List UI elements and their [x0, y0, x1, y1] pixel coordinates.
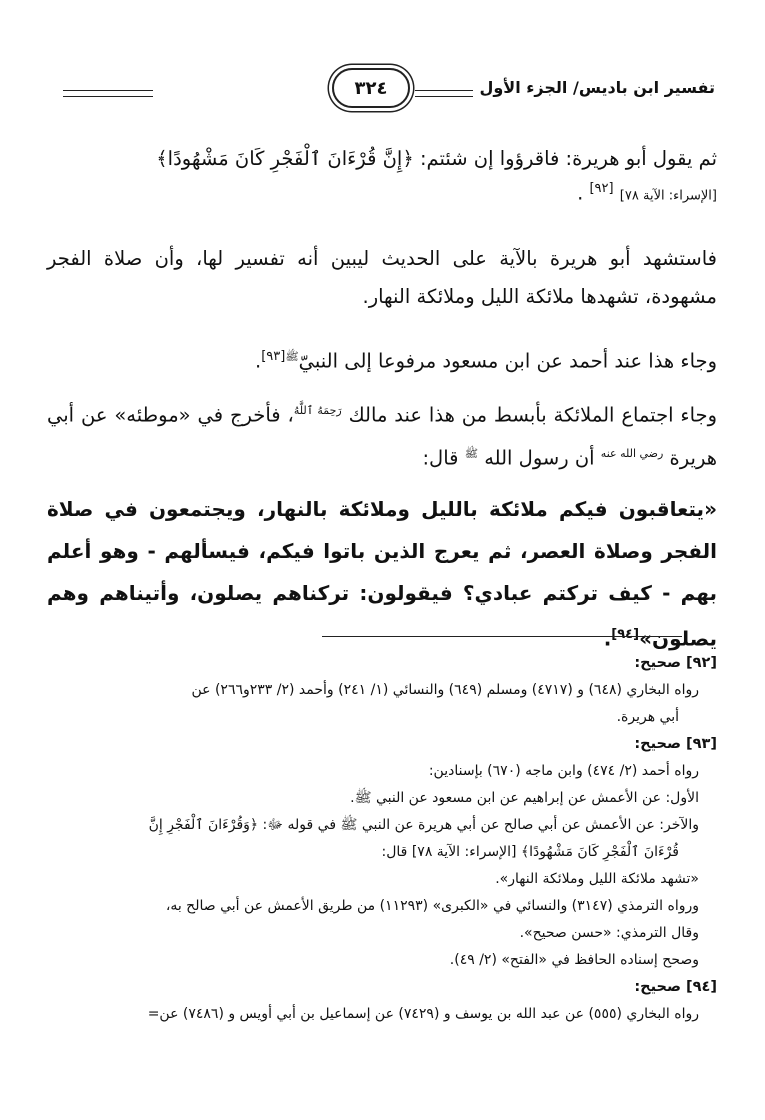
- header-rule-right: [415, 90, 473, 97]
- p3-text: وجاء هذا عند أحمد عن ابن مسعود مرفوعا إلى النبيّ: [298, 349, 717, 373]
- footnote-separator: [322, 636, 682, 637]
- footnote-92-line: أبي هريرة.: [616, 709, 679, 725]
- paragraph-1: [47, 140, 717, 212]
- running-title: تفسير ابن باديس/ الجزء الأول: [479, 78, 715, 97]
- hadith-text: «يتعاقبون فيكم ملائكة بالليل وملائكة بالنهار، ويجتمعون في صلاة الفجر وصلاة العصر، ثم يعرج الذين باتوا فيكم، فيسألهم - وهو أعلم بهم - كيف تركتم عبادي؟ فيقولون: تركناهم يصلون، وأتيناهم وهم يصلون»: [47, 497, 717, 651]
- footnote-94-head: [٩٤] صحيح:: [634, 979, 717, 995]
- p2-text: فاستشهد أبو هريرة بالآية على الحديث ليبين أنه تفسير لها، وأن صلاة الفجر مشهودة، تشهدها ملائكة الليل وملائكة النهار.: [47, 247, 717, 308]
- footnote-ref-92[interactable]: [٩٢]: [589, 181, 614, 196]
- p4-c: أن رسول الله: [484, 446, 601, 469]
- page-number-badge: ٣٢٤: [332, 68, 410, 108]
- paragraph-2: [47, 240, 717, 316]
- hadith-block: [47, 488, 717, 660]
- p1-end: .: [577, 181, 584, 205]
- footnote-93-line: وقال الترمذي: «حسن صحيح».: [519, 925, 699, 941]
- rahimahullah-icon: رَحِمَهُ ٱللَّهُ: [293, 404, 342, 417]
- footnote-93-line: وصحح إسناده الحافظ في «الفتح» (٢/ ٤٩).: [449, 952, 699, 968]
- header-rule-left: [63, 90, 153, 97]
- footnote-93-line: «تشهد ملائكة الليل وملائكة النهار».: [495, 871, 699, 887]
- p4-d: قال:: [422, 446, 465, 469]
- quran-verse: ﴿إِنَّ قُرْءَانَ ٱلْفَجْرِ كَانَ مَشْهُودًا﴾: [156, 147, 414, 170]
- page-header: [55, 68, 715, 112]
- footnote-92-line: رواه البخاري (٦٤٨) و (٤٧١٧) ومسلم (٦٤٩) والنسائي (١/ ٢٤١) وأحمد (٢/ ٢٣٣و٢٦٦) عن: [191, 682, 699, 698]
- footnote-93-line: ورواه الترمذي (٣١٤٧) والنسائي في «الكبرى» (١١٢٩٣) من طريق الأعمش عن أبي صالح به،: [165, 898, 699, 914]
- verse-reference: [الإسراء: الآية ٧٨]: [619, 188, 717, 204]
- p1-text: ثم يقول أبو هريرة: فاقرؤوا إن شئتم:: [413, 147, 717, 170]
- p4-a: وجاء اجتماع الملائكة بأبسط من هذا عند مالك: [348, 403, 718, 427]
- paragraph-3: [47, 338, 717, 381]
- footnote-93-head: [٩٣] صحيح:: [634, 736, 717, 752]
- footnote-ref-94[interactable]: [٩٤]: [611, 627, 640, 642]
- footnotes: [42, 650, 717, 1028]
- footnote-93-line: الأول: عن الأعمش عن إبراهيم عن ابن مسعود عن النبي ﷺ.: [350, 790, 699, 806]
- footnote-93-line: قُرْءَانَ ٱلْفَجْرِ كَانَ مَشْهُودًا﴾ [الإسراء: الآية ٧٨] قال:: [381, 844, 679, 860]
- footnote-92-head: [٩٢] صحيح:: [634, 655, 717, 671]
- footnote-94-line: رواه البخاري (٥٥٥) عن عبد الله بن يوسف و (٧٤٢٩) عن إسماعيل بن أبي أويس و (٧٤٨٦) عن=: [147, 1006, 699, 1022]
- paragraph-4: [47, 392, 717, 477]
- radiallahu-icon: رضي الله عنه: [600, 446, 664, 460]
- hadith-end: .: [603, 626, 612, 651]
- p4-b: ، فأخرج في «موطئه» عن أبي هريرة: [47, 403, 717, 469]
- salutation-icon: ﷺ: [464, 446, 478, 460]
- footnote-93-line: والآخر: عن الأعمش عن أبي صالح عن أبي هريرة عن النبي ﷺ في قوله ﷻ: ﴿وَقُرْءَانَ ٱلْفَجْرِ إِنَّ: [148, 817, 699, 833]
- footnote-93-line: رواه أحمد (٢/ ٤٧٤) وابن ماجه (٦٧٠) بإسنادين:: [428, 763, 699, 779]
- footnote-ref-93[interactable]: [٩٣]: [261, 349, 286, 364]
- honorific-icon: ﷺ: [285, 350, 299, 363]
- p3-end: .: [254, 349, 262, 373]
